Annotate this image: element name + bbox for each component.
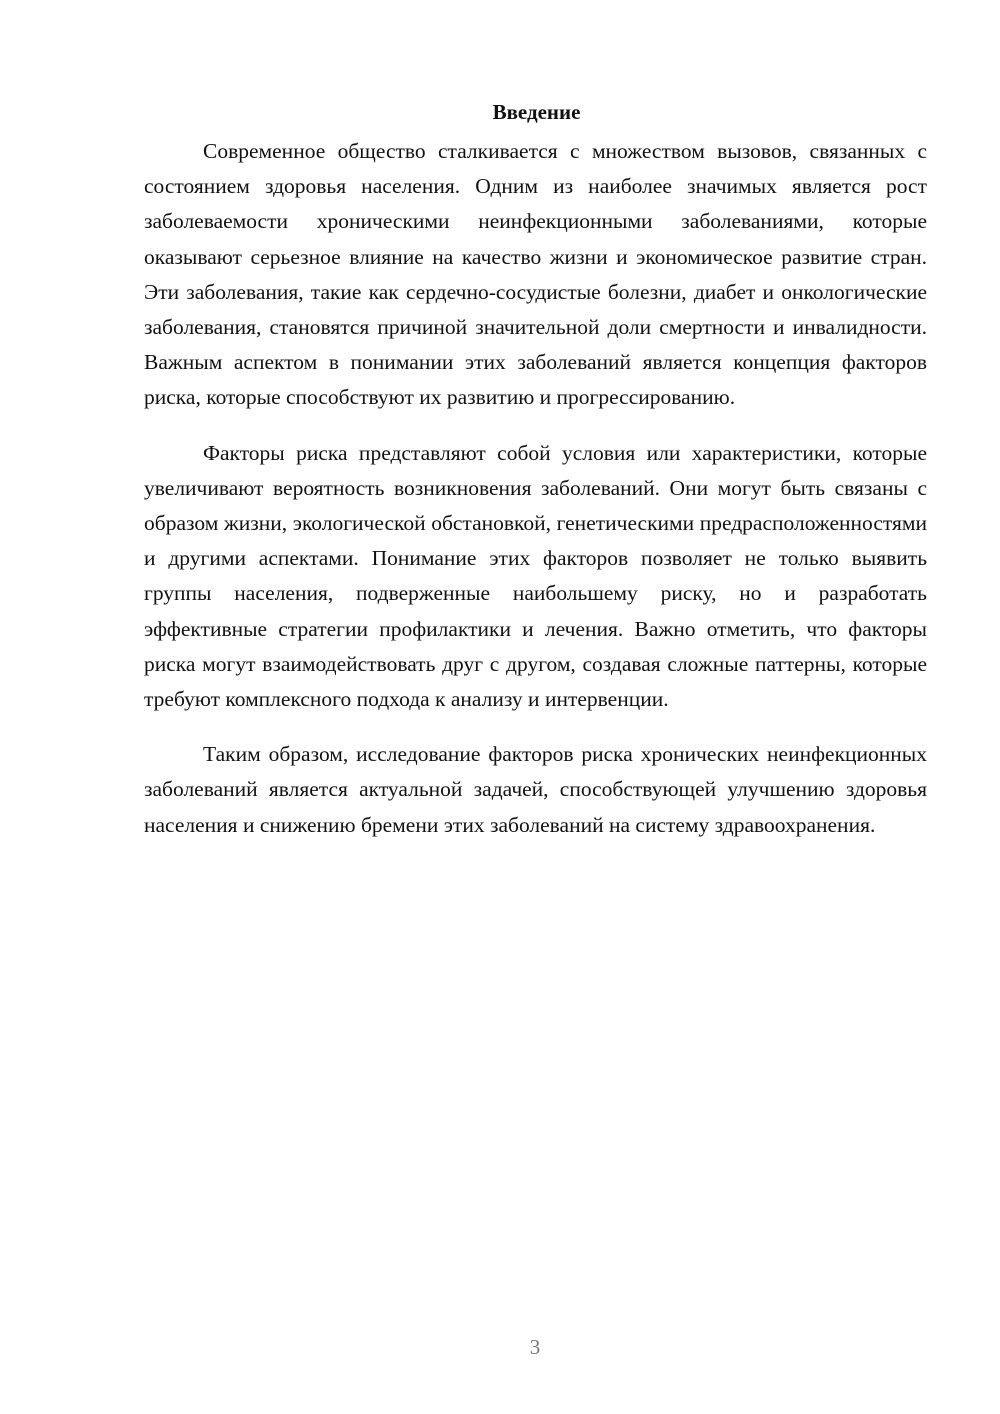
section-heading: Введение — [492, 100, 581, 124]
paragraph-2: Факторы риска представляют собой условия или характеристики, которые увеличивают вероятность возникновения заболеваний. Они могут быть связаны с образом жизни, экологической обстановкой, генетическими предрасположенностями и другими аспектами. Понимание этих факторов позволяет не только выявить группы населения, подверженные наибольшему риску, но и разработать эффективные стратегии профилактики и лечения. Важно отметить, что факторы риска могут взаимодействовать друг с другом, создавая сложные паттерны, которые требуют комплексного подхода к анализу и интервенции. — [144, 440, 927, 712]
paragraph-1: Современное общество сталкивается с множеством вызовов, связанных с состоянием здоровья населения. Одним из наиболее значимых является рост заболеваемости хроническими неинфекционными заболеваниями, которые оказывают серьезное влияние на качество жизни и экономическое развитие стран. Эти заболевания, такие как сердечно-сосудистые болезни, диабет и онкологические заболевания, становятся причиной значительной доли смертности и инвалидности. Важным аспектом в понимании этих заболеваний является концепция факторов риска, которые способствуют их развитию и прогрессированию. — [144, 139, 927, 410]
page-content — [144, 98, 927, 843]
page-number: 3 — [529, 1335, 541, 1359]
paragraph-3: Таким образом, исследование факторов риска хронических неинфекционных заболеваний является актуальной задачей, способствующей улучшению здоровья населения и снижению бремени этих заболеваний на систему здравоохранения. — [144, 742, 927, 837]
